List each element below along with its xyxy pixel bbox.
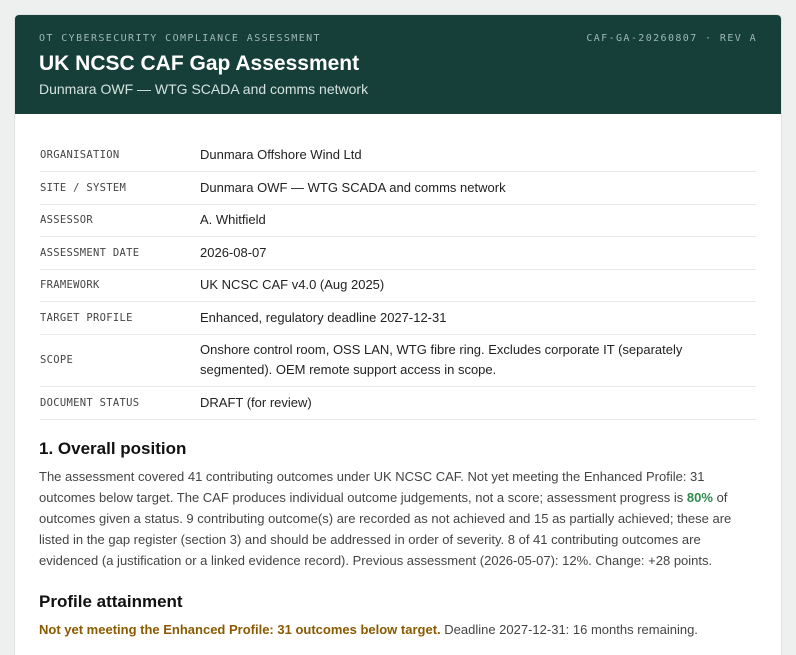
- document-reference: CAF-GA-20260807 · REV A: [586, 33, 757, 44]
- meta-key: SCOPE: [40, 334, 200, 386]
- overall-text-after: of outcomes given a status. 9 contributing outcome(s) are recorded as not achieved and 15 as partially achieved; these are listed in the gap register (section 3) and should be addressed in order of severity. 8 of 41 contributing outcomes are evidenced (a justification or a linked evidence record). Previous assessment (2026-05-07): 12%. Change: +28 points.: [39, 490, 732, 568]
- meta-value: Onshore control room, OSS LAN, WTG fibre ring. Excludes corporate IT (separately segmented). OEM remote support access in scope.: [200, 334, 756, 386]
- overall-position-heading: 1. Overall position: [39, 439, 187, 458]
- meta-key: ASSESSOR: [40, 204, 200, 236]
- document-header: [15, 15, 781, 114]
- meta-key: ASSESSMENT DATE: [40, 236, 200, 269]
- meta-key: ORGANISATION: [40, 139, 200, 171]
- meta-row-target-profile: [40, 301, 756, 334]
- assessment-document: [15, 15, 781, 655]
- overall-position-paragraph: [39, 466, 759, 571]
- meta-value: UK NCSC CAF v4.0 (Aug 2025): [200, 269, 756, 301]
- meta-key: FRAMEWORK: [40, 269, 200, 301]
- meta-key: DOCUMENT STATUS: [40, 386, 200, 419]
- document-subtitle: Dunmara OWF — WTG SCADA and comms network: [39, 81, 369, 97]
- meta-key: TARGET PROFILE: [40, 301, 200, 334]
- meta-row-assessor: [40, 204, 756, 236]
- meta-row-framework: [40, 269, 756, 301]
- meta-row-organisation: [40, 139, 756, 171]
- assessment-progress-value: 80%: [686, 490, 713, 505]
- document-kicker: OT CYBERSECURITY COMPLIANCE ASSESSMENT: [39, 33, 321, 44]
- document-title: UK NCSC CAF Gap Assessment: [39, 52, 360, 75]
- meta-row-site: [40, 171, 756, 204]
- meta-key: SITE / SYSTEM: [40, 171, 200, 204]
- meta-row-scope: [40, 334, 756, 386]
- meta-value: DRAFT (for review): [200, 386, 756, 419]
- meta-value: Dunmara OWF — WTG SCADA and comms network: [200, 171, 756, 204]
- overall-text-before: The assessment covered 41 contributing outcomes under UK NCSC CAF. Not yet meeting the Enhanced Profile: 31 outcomes below target. The CAF produces individual outcome judgements, not a score; assessment progress is: [39, 469, 705, 505]
- profile-deadline: Deadline 2027-12-31: 16 months remaining.: [440, 622, 698, 637]
- metadata-table: [40, 139, 756, 420]
- meta-value: A. Whitfield: [200, 204, 756, 236]
- meta-value: 2026-08-07: [200, 236, 756, 269]
- meta-row-date: [40, 236, 756, 269]
- meta-value: Enhanced, regulatory deadline 2027-12-31: [200, 301, 756, 334]
- meta-row-document-status: [40, 386, 756, 419]
- profile-status: Not yet meeting the Enhanced Profile: 31 outcomes below target.: [39, 622, 441, 637]
- profile-attainment-heading: Profile attainment: [39, 592, 183, 611]
- meta-value: Dunmara Offshore Wind Ltd: [200, 139, 756, 171]
- profile-attainment-paragraph: [39, 619, 759, 640]
